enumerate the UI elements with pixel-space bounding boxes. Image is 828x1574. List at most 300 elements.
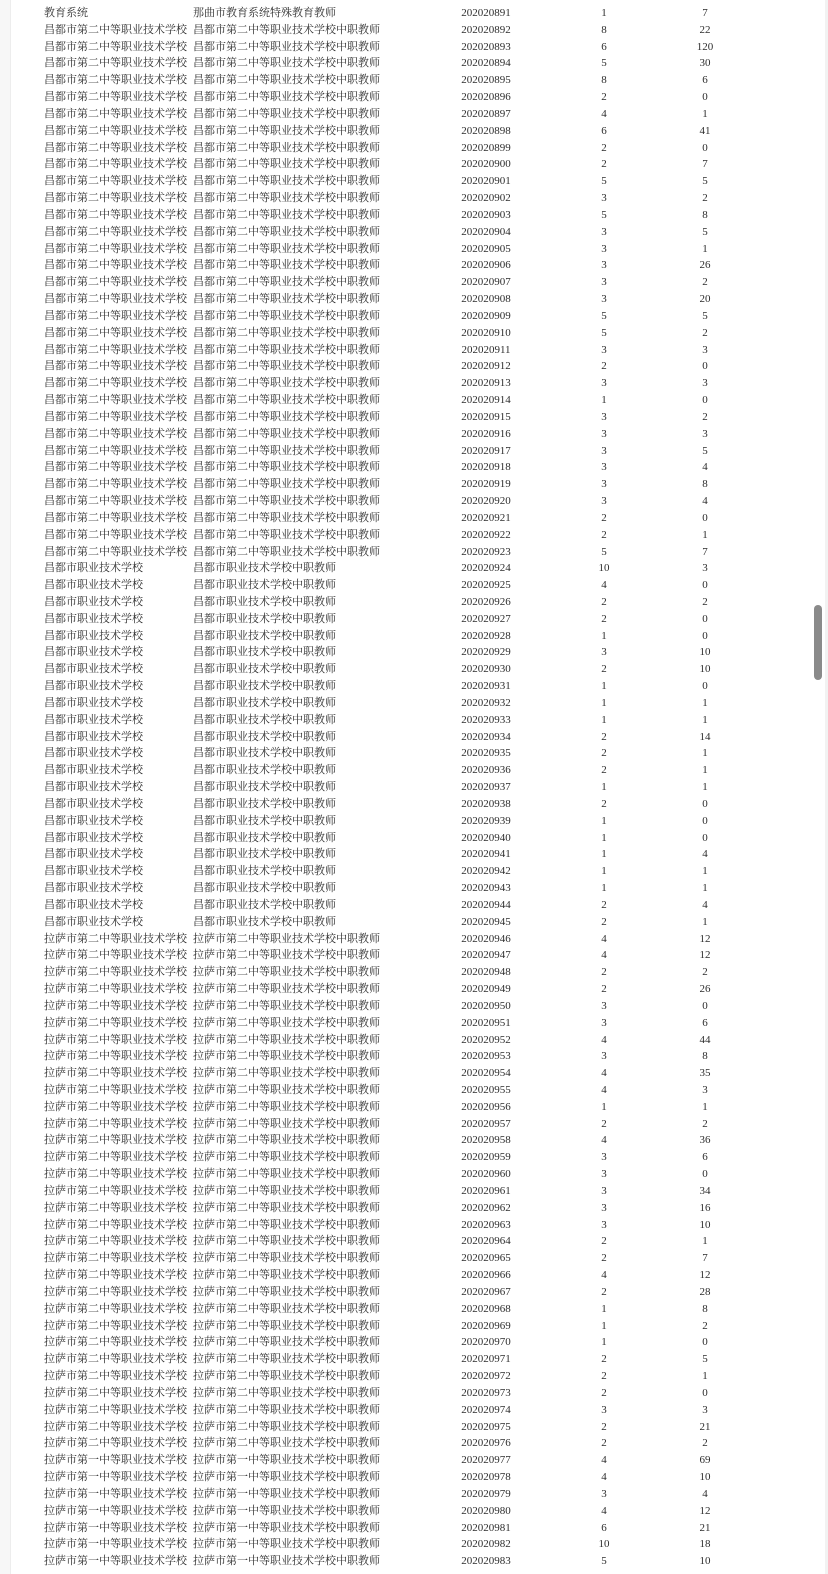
quota-cell: 3 [601, 999, 607, 1012]
applicant-cell: 21 [699, 1420, 711, 1433]
school-cell: 昌都市第二中等职业技术学校 [44, 394, 187, 407]
quota-cell: 5 [601, 57, 607, 70]
code-cell: 202020956 [461, 1100, 511, 1113]
quota-cell: 3 [601, 646, 607, 659]
code-cell: 202020910 [461, 326, 511, 339]
applicant-cell: 0 [702, 814, 708, 827]
table-row [0, 1233, 828, 1250]
code-cell: 202020931 [461, 680, 511, 693]
position-cell: 拉萨市第二中等职业技术学校中职教师 [193, 1420, 380, 1433]
quota-cell: 3 [601, 1050, 607, 1063]
position-cell: 拉萨市第二中等职业技术学校中职教师 [193, 999, 380, 1012]
table-row [0, 762, 828, 779]
code-cell: 202020896 [461, 91, 511, 104]
applicant-cell: 1 [702, 915, 708, 928]
school-cell: 昌都市第二中等职业技术学校 [44, 343, 187, 356]
table-row [0, 5, 828, 22]
position-cell: 拉萨市第二中等职业技术学校中职教师 [193, 1033, 380, 1046]
position-cell: 拉萨市第二中等职业技术学校中职教师 [193, 1184, 380, 1197]
table-row [0, 661, 828, 678]
applicant-cell: 0 [702, 680, 708, 693]
code-cell: 202020912 [461, 360, 511, 373]
code-cell: 202020915 [461, 410, 511, 423]
table-row [0, 830, 828, 847]
quota-cell: 2 [601, 1252, 607, 1265]
school-cell: 昌都市职业技术学校 [44, 562, 143, 575]
school-cell: 拉萨市第二中等职业技术学校 [44, 1319, 187, 1332]
quota-cell: 4 [601, 579, 607, 592]
table-row [0, 72, 828, 89]
quota-cell: 3 [601, 1487, 607, 1500]
quota-cell: 2 [601, 158, 607, 171]
quota-cell: 5 [601, 208, 607, 221]
school-cell: 拉萨市第二中等职业技术学校 [44, 1100, 187, 1113]
table-row [0, 39, 828, 56]
school-cell: 昌都市职业技术学校 [44, 831, 143, 844]
applicant-cell: 10 [699, 1555, 711, 1568]
applicant-cell: 1 [702, 696, 708, 709]
school-cell: 拉萨市第二中等职业技术学校 [44, 983, 187, 996]
position-cell: 那曲市教育系统特殊教育教师 [193, 7, 336, 19]
position-cell: 昌都市第二中等职业技术学校中职教师 [193, 107, 380, 120]
table-row [0, 1065, 828, 1082]
position-cell: 拉萨市第二中等职业技术学校中职教师 [193, 1067, 380, 1080]
code-cell: 202020940 [461, 831, 511, 844]
code-cell: 202020909 [461, 309, 511, 322]
applicant-cell: 4 [702, 1487, 708, 1500]
applicant-cell: 2 [702, 1319, 708, 1332]
school-cell: 昌都市职业技术学校 [44, 713, 143, 726]
position-cell: 拉萨市第二中等职业技术学校中职教师 [193, 1437, 380, 1450]
code-cell: 202020978 [461, 1471, 511, 1484]
code-cell: 202020947 [461, 949, 511, 962]
quota-cell: 4 [601, 1504, 607, 1517]
school-cell: 昌都市第二中等职业技术学校 [44, 410, 187, 423]
quota-cell: 3 [601, 1201, 607, 1214]
table-row [0, 426, 828, 443]
position-cell: 昌都市第二中等职业技术学校中职教师 [193, 158, 380, 171]
quota-cell: 4 [601, 1067, 607, 1080]
applicant-cell: 4 [702, 848, 708, 861]
table-row [0, 981, 828, 998]
table-row [0, 745, 828, 762]
quota-cell: 2 [601, 612, 607, 625]
school-cell: 昌都市第二中等职业技术学校 [44, 360, 187, 373]
quota-cell: 2 [601, 898, 607, 911]
applicant-cell: 7 [702, 545, 708, 558]
code-cell: 202020905 [461, 242, 511, 255]
position-cell: 拉萨市第二中等职业技术学校中职教师 [193, 1201, 380, 1214]
quota-cell: 3 [601, 259, 607, 272]
code-cell: 202020961 [461, 1184, 511, 1197]
quota-cell: 4 [601, 1471, 607, 1484]
code-cell: 202020897 [461, 107, 511, 120]
table-row [0, 156, 828, 173]
position-cell: 拉萨市第二中等职业技术学校中职教师 [193, 1353, 380, 1366]
code-cell: 202020926 [461, 595, 511, 608]
applicant-cell: 2 [702, 1437, 708, 1450]
position-cell: 昌都市第二中等职业技术学校中职教师 [193, 309, 380, 322]
school-cell: 昌都市第二中等职业技术学校 [44, 158, 187, 171]
applicant-cell: 0 [702, 394, 708, 407]
quota-cell: 2 [601, 1285, 607, 1298]
applicant-cell: 12 [699, 1269, 711, 1282]
school-cell: 拉萨市第一中等职业技术学校 [44, 1521, 187, 1534]
position-cell: 昌都市第二中等职业技术学校中职教师 [193, 57, 380, 70]
school-cell: 拉萨市第二中等职业技术学校 [44, 1134, 187, 1147]
school-cell: 昌都市职业技术学校 [44, 629, 143, 642]
table-row [0, 476, 828, 493]
school-cell: 拉萨市第一中等职业技术学校 [44, 1504, 187, 1517]
position-cell: 拉萨市第二中等职业技术学校中职教师 [193, 1235, 380, 1248]
school-cell: 昌都市第二中等职业技术学校 [44, 74, 187, 87]
school-cell: 昌都市第二中等职业技术学校 [44, 192, 187, 205]
school-cell: 昌都市第二中等职业技术学校 [44, 276, 187, 289]
position-cell: 昌都市职业技术学校中职教师 [193, 680, 336, 693]
position-cell: 昌都市第二中等职业技术学校中职教师 [193, 444, 380, 457]
applicant-cell: 2 [702, 595, 708, 608]
position-cell: 拉萨市第二中等职业技术学校中职教师 [193, 949, 380, 962]
school-cell: 昌都市职业技术学校 [44, 646, 143, 659]
applicant-cell: 5 [702, 225, 708, 238]
code-cell: 202020967 [461, 1285, 511, 1298]
table-row [0, 914, 828, 931]
code-cell: 202020918 [461, 461, 511, 474]
applicant-cell: 5 [702, 444, 708, 457]
table-row [0, 1183, 828, 1200]
table-row [0, 190, 828, 207]
code-cell: 202020908 [461, 293, 511, 306]
code-cell: 202020920 [461, 495, 511, 508]
position-cell: 昌都市第二中等职业技术学校中职教师 [193, 528, 380, 541]
position-cell: 拉萨市第二中等职业技术学校中职教师 [193, 1168, 380, 1181]
code-cell: 202020958 [461, 1134, 511, 1147]
quota-cell: 2 [601, 747, 607, 760]
quota-cell: 5 [601, 1555, 607, 1568]
applicant-cell: 30 [699, 57, 711, 70]
position-cell: 昌都市第二中等职业技术学校中职教师 [193, 175, 380, 188]
quota-cell: 2 [601, 915, 607, 928]
table-row [0, 527, 828, 544]
quota-cell: 5 [601, 326, 607, 339]
position-cell: 昌都市职业技术学校中职教师 [193, 797, 336, 810]
applicant-cell: 0 [702, 612, 708, 625]
position-cell: 拉萨市第二中等职业技术学校中职教师 [193, 1370, 380, 1383]
quota-cell: 3 [601, 192, 607, 205]
quota-cell: 3 [601, 1403, 607, 1416]
school-cell: 昌都市第二中等职业技术学校 [44, 293, 187, 306]
code-cell: 202020934 [461, 730, 511, 743]
applicant-cell: 0 [702, 831, 708, 844]
position-cell: 拉萨市第一中等职业技术学校中职教师 [193, 1454, 380, 1467]
position-cell: 拉萨市第二中等职业技术学校中职教师 [193, 1100, 380, 1113]
table-row [0, 241, 828, 258]
table-row [0, 712, 828, 729]
quota-cell: 4 [601, 949, 607, 962]
applicant-cell: 2 [702, 966, 708, 979]
school-cell: 昌都市职业技术学校 [44, 915, 143, 928]
position-cell: 拉萨市第二中等职业技术学校中职教师 [193, 1050, 380, 1063]
table-row [0, 123, 828, 140]
table-row [0, 55, 828, 72]
applicant-cell: 10 [699, 1218, 711, 1231]
table-row [0, 1520, 828, 1537]
applicant-cell: 8 [702, 478, 708, 491]
quota-cell: 1 [601, 831, 607, 844]
applicant-cell: 4 [702, 461, 708, 474]
position-cell: 拉萨市第二中等职业技术学校中职教师 [193, 1252, 380, 1265]
quota-cell: 1 [601, 7, 607, 19]
school-cell: 拉萨市第二中等职业技术学校 [44, 1336, 187, 1349]
school-cell: 拉萨市第二中等职业技术学校 [44, 1302, 187, 1315]
table-row [0, 1435, 828, 1452]
applicant-cell: 7 [702, 1252, 708, 1265]
table-row [0, 443, 828, 460]
applicant-cell: 10 [699, 1471, 711, 1484]
code-cell: 202020936 [461, 764, 511, 777]
code-cell: 202020951 [461, 1016, 511, 1029]
table-row [0, 1419, 828, 1436]
code-cell: 202020954 [461, 1067, 511, 1080]
applicant-cell: 1 [702, 528, 708, 541]
school-cell: 拉萨市第二中等职业技术学校 [44, 1235, 187, 1248]
applicant-cell: 2 [702, 326, 708, 339]
applicant-cell: 3 [702, 343, 708, 356]
quota-cell: 2 [601, 360, 607, 373]
position-cell: 昌都市职业技术学校中职教师 [193, 747, 336, 760]
table-row [0, 964, 828, 981]
code-cell: 202020941 [461, 848, 511, 861]
quota-cell: 2 [601, 663, 607, 676]
code-cell: 202020946 [461, 932, 511, 945]
code-cell: 202020982 [461, 1538, 511, 1551]
code-cell: 202020898 [461, 124, 511, 137]
code-cell: 202020953 [461, 1050, 511, 1063]
school-cell: 教育系统 [44, 7, 88, 19]
applicant-cell: 1 [702, 865, 708, 878]
code-cell: 202020950 [461, 999, 511, 1012]
quota-cell: 4 [601, 1454, 607, 1467]
quota-cell: 5 [601, 175, 607, 188]
applicant-cell: 0 [702, 579, 708, 592]
position-cell: 拉萨市第一中等职业技术学校中职教师 [193, 1471, 380, 1484]
quota-cell: 4 [601, 1269, 607, 1282]
school-cell: 拉萨市第一中等职业技术学校 [44, 1555, 187, 1568]
school-cell: 昌都市职业技术学校 [44, 882, 143, 895]
code-cell: 202020980 [461, 1504, 511, 1517]
quota-cell: 2 [601, 528, 607, 541]
position-cell: 昌都市第二中等职业技术学校中职教师 [193, 124, 380, 137]
position-cell: 昌都市第二中等职业技术学校中职教师 [193, 394, 380, 407]
code-cell: 202020911 [461, 343, 511, 356]
school-cell: 昌都市第二中等职业技术学校 [44, 377, 187, 390]
table-row [0, 1149, 828, 1166]
school-cell: 昌都市职业技术学校 [44, 579, 143, 592]
position-cell: 拉萨市第二中等职业技术学校中职教师 [193, 932, 380, 945]
applicant-cell: 8 [702, 1050, 708, 1063]
position-cell: 拉萨市第一中等职业技术学校中职教师 [193, 1555, 380, 1568]
code-cell: 202020972 [461, 1370, 511, 1383]
table-row [0, 1536, 828, 1553]
code-cell: 202020970 [461, 1336, 511, 1349]
position-cell: 拉萨市第二中等职业技术学校中职教师 [193, 1151, 380, 1164]
school-cell: 昌都市第二中等职业技术学校 [44, 444, 187, 457]
position-cell: 昌都市职业技术学校中职教师 [193, 562, 336, 575]
position-cell: 拉萨市第二中等职业技术学校中职教师 [193, 1016, 380, 1029]
quota-cell: 2 [601, 1117, 607, 1130]
school-cell: 昌都市职业技术学校 [44, 595, 143, 608]
table-row [0, 1250, 828, 1267]
quota-cell: 2 [601, 511, 607, 524]
position-cell: 昌都市第二中等职业技术学校中职教师 [193, 208, 380, 221]
table-row [0, 1166, 828, 1183]
code-cell: 202020979 [461, 1487, 511, 1500]
table-row [0, 22, 828, 39]
applicant-cell: 26 [699, 983, 711, 996]
quota-cell: 2 [601, 1420, 607, 1433]
applicant-cell: 0 [702, 1336, 708, 1349]
code-cell: 202020916 [461, 427, 511, 440]
quota-cell: 4 [601, 1134, 607, 1147]
code-cell: 202020959 [461, 1151, 511, 1164]
quota-cell: 1 [601, 781, 607, 794]
table-row [0, 947, 828, 964]
applicant-cell: 35 [699, 1067, 711, 1080]
code-cell: 202020913 [461, 377, 511, 390]
quota-cell: 3 [601, 1016, 607, 1029]
position-cell: 昌都市第二中等职业技术学校中职教师 [193, 377, 380, 390]
position-cell: 拉萨市第二中等职业技术学校中职教师 [193, 983, 380, 996]
applicant-cell: 44 [699, 1033, 711, 1046]
code-cell: 202020927 [461, 612, 511, 625]
position-cell: 昌都市职业技术学校中职教师 [193, 595, 336, 608]
applicant-cell: 14 [699, 730, 711, 743]
position-cell: 昌都市第二中等职业技术学校中职教师 [193, 74, 380, 87]
code-cell: 202020975 [461, 1420, 511, 1433]
school-cell: 拉萨市第二中等职业技术学校 [44, 1252, 187, 1265]
table-row [0, 678, 828, 695]
quota-cell: 3 [601, 478, 607, 491]
code-cell: 202020922 [461, 528, 511, 541]
applicant-cell: 0 [702, 1386, 708, 1399]
quota-cell: 2 [601, 141, 607, 154]
quota-cell: 3 [601, 1151, 607, 1164]
applicant-cell: 3 [702, 1084, 708, 1096]
school-cell: 昌都市职业技术学校 [44, 612, 143, 625]
applicant-cell: 1 [702, 713, 708, 726]
table-row [0, 291, 828, 308]
applicant-cell: 3 [702, 377, 708, 390]
applicant-cell: 12 [699, 949, 711, 962]
applicant-cell: 16 [699, 1201, 711, 1214]
code-cell: 202020891 [461, 7, 511, 19]
scrollbar-thumb[interactable] [814, 605, 822, 680]
quota-cell: 2 [601, 797, 607, 810]
school-cell: 拉萨市第二中等职业技术学校 [44, 1016, 187, 1029]
table-row [0, 1015, 828, 1032]
table-row [0, 1402, 828, 1419]
applicant-cell: 7 [702, 158, 708, 171]
table-row [0, 1082, 828, 1099]
table-row [0, 342, 828, 359]
school-cell: 昌都市职业技术学校 [44, 797, 143, 810]
vertical-scrollbar[interactable] [814, 0, 828, 1574]
school-cell: 拉萨市第二中等职业技术学校 [44, 1151, 187, 1164]
school-cell: 昌都市第二中等职业技术学校 [44, 478, 187, 491]
school-cell: 昌都市第二中等职业技术学校 [44, 225, 187, 238]
quota-cell: 1 [601, 713, 607, 726]
applicant-cell: 3 [702, 427, 708, 440]
school-cell: 昌都市第二中等职业技术学校 [44, 495, 187, 508]
school-cell: 昌都市职业技术学校 [44, 781, 143, 794]
table-row [0, 1351, 828, 1368]
code-cell: 202020966 [461, 1269, 511, 1282]
school-cell: 拉萨市第二中等职业技术学校 [44, 1168, 187, 1181]
position-cell: 拉萨市第二中等职业技术学校中职教师 [193, 1336, 380, 1349]
table-row [0, 173, 828, 190]
quota-cell: 2 [601, 91, 607, 104]
position-cell: 昌都市职业技术学校中职教师 [193, 663, 336, 676]
applicant-cell: 22 [699, 23, 711, 36]
quota-cell: 3 [601, 225, 607, 238]
quota-cell: 1 [601, 848, 607, 861]
table-row [0, 459, 828, 476]
quota-cell: 3 [601, 495, 607, 508]
applicant-cell: 34 [699, 1184, 711, 1197]
table-row [0, 140, 828, 157]
school-cell: 拉萨市第二中等职业技术学校 [44, 999, 187, 1012]
applicant-cell: 10 [699, 646, 711, 659]
code-cell: 202020895 [461, 74, 511, 87]
quota-cell: 6 [601, 40, 607, 53]
applicant-cell: 2 [702, 1117, 708, 1130]
school-cell: 昌都市第二中等职业技术学校 [44, 91, 187, 104]
position-cell: 昌都市职业技术学校中职教师 [193, 781, 336, 794]
quota-cell: 4 [601, 932, 607, 945]
table-row [0, 880, 828, 897]
code-cell: 202020938 [461, 797, 511, 810]
table-row [0, 1048, 828, 1065]
position-cell: 昌都市职业技术学校中职教师 [193, 915, 336, 928]
position-cell: 昌都市第二中等职业技术学校中职教师 [193, 141, 380, 154]
quota-cell: 6 [601, 1521, 607, 1534]
position-cell: 昌都市职业技术学校中职教师 [193, 612, 336, 625]
applicant-cell: 1 [702, 781, 708, 794]
school-cell: 昌都市职业技术学校 [44, 898, 143, 911]
school-cell: 拉萨市第一中等职业技术学校 [44, 1538, 187, 1551]
table-row [0, 1284, 828, 1301]
position-cell: 拉萨市第二中等职业技术学校中职教师 [193, 1269, 380, 1282]
school-cell: 昌都市职业技术学校 [44, 730, 143, 743]
applicant-cell: 20 [699, 293, 711, 306]
code-cell: 202020963 [461, 1218, 511, 1231]
quota-cell: 4 [601, 1084, 607, 1096]
code-cell: 202020921 [461, 511, 511, 524]
school-cell: 拉萨市第二中等职业技术学校 [44, 1403, 187, 1416]
quota-cell: 3 [601, 1218, 607, 1231]
quota-cell: 1 [601, 696, 607, 709]
applicant-cell: 7 [702, 7, 708, 19]
table-row [0, 106, 828, 123]
quota-cell: 8 [601, 23, 607, 36]
school-cell: 拉萨市第一中等职业技术学校 [44, 1454, 187, 1467]
school-cell: 拉萨市第二中等职业技术学校 [44, 1269, 187, 1282]
school-cell: 昌都市职业技术学校 [44, 680, 143, 693]
table-row [0, 89, 828, 106]
applicant-cell: 4 [702, 898, 708, 911]
quota-cell: 1 [601, 1100, 607, 1113]
table-row [0, 644, 828, 661]
